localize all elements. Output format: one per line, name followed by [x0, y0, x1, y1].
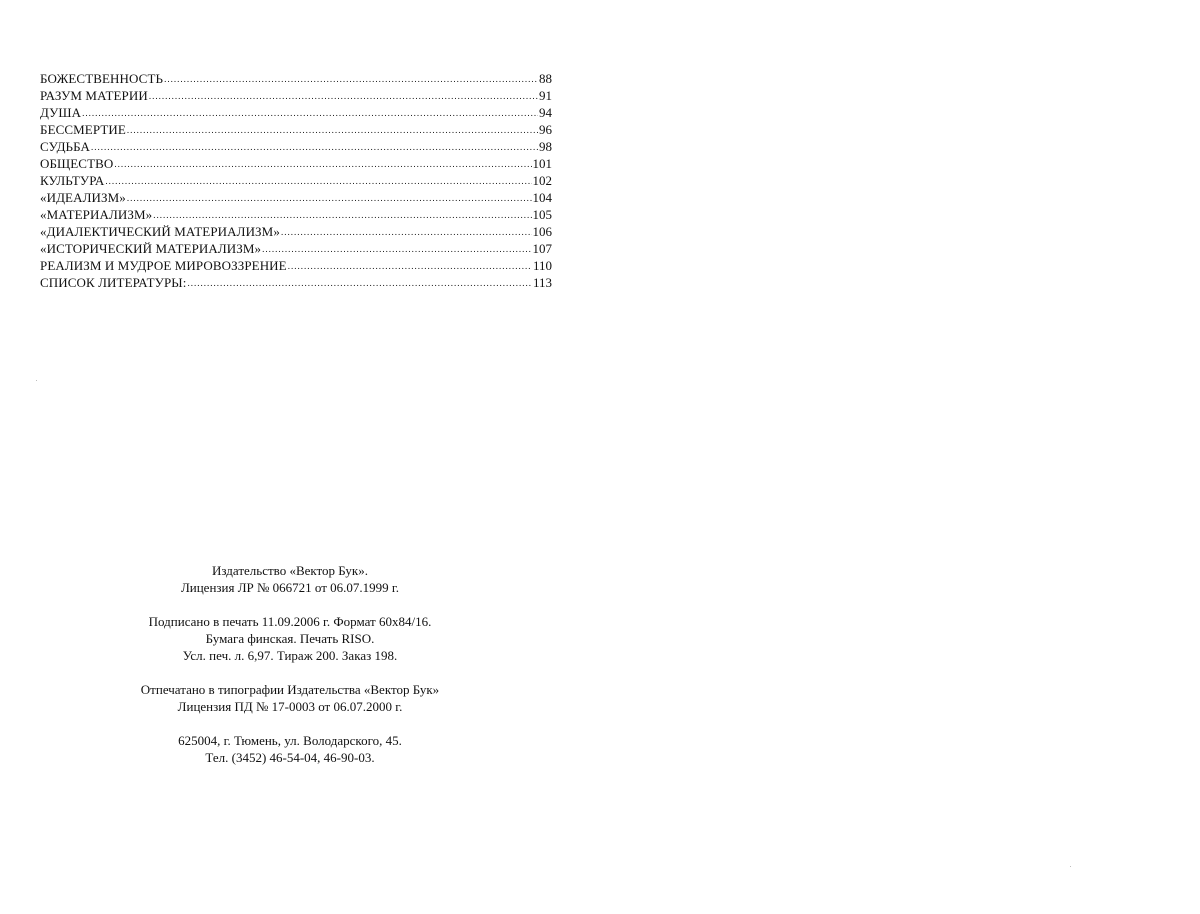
toc-leader-dots — [262, 241, 531, 257]
toc-entry-page: 106 — [532, 224, 552, 239]
scan-speck — [1070, 866, 1071, 867]
toc-entry-page: 98 — [539, 139, 552, 154]
toc-entry — [40, 70, 552, 87]
toc-entry-title: РЕАЛИЗМ И МУДРОЕ МИРОВОЗЗРЕНИЕ — [40, 258, 287, 273]
toc-entry-page: 96 — [539, 122, 552, 137]
toc-entry-title: «ИДЕАЛИЗМ» — [40, 190, 126, 205]
toc-entry-page: 88 — [539, 71, 552, 86]
toc-entry-title: «ИСТОРИЧЕСКИЙ МАТЕРИАЛИЗМ» — [40, 241, 262, 256]
toc-entry-page: 102 — [532, 173, 552, 188]
toc-entry — [40, 104, 552, 121]
toc-entry — [40, 223, 552, 240]
contact-info — [90, 732, 490, 766]
imprint-block — [90, 562, 490, 783]
toc-entry-title: БЕССМЕРТИЕ — [40, 122, 126, 137]
toc-leader-dots — [82, 105, 538, 121]
toc-entry-title: БОЖЕСТВЕННОСТЬ — [40, 71, 164, 86]
toc-entry-page: 94 — [539, 105, 552, 120]
toc-entry-page: 104 — [532, 190, 552, 205]
toc-leader-dots — [127, 122, 538, 138]
paper-and-printing: Бумага финская. Печать RISO. — [205, 631, 375, 646]
toc-leader-dots — [105, 173, 531, 189]
toc-entry-page: 101 — [532, 156, 552, 171]
signed-to-print: Подписано в печать 11.09.2006 г. Формат 60х84/16. — [148, 614, 432, 629]
toc-leader-dots — [281, 224, 532, 240]
toc-leader-dots — [127, 190, 532, 206]
toc-entry-page: 107 — [532, 241, 552, 256]
toc-entry-title: «МАТЕРИАЛИЗМ» — [40, 207, 153, 222]
toc-entry-page: 91 — [539, 88, 552, 103]
toc-entry — [40, 87, 552, 104]
toc-leader-dots — [114, 156, 531, 172]
publisher-name: Издательство «Вектор Бук». — [211, 563, 368, 578]
toc-entry — [40, 155, 552, 172]
printing-house: Отпечатано в типографии Издательства «Вектор Бук» — [140, 682, 440, 697]
toc-entry-title: СПИСОК ЛИТЕРАТУРЫ: — [40, 275, 187, 290]
toc-entry-page: 110 — [532, 258, 552, 273]
toc-leader-dots — [149, 88, 538, 104]
toc-leader-dots — [288, 258, 532, 274]
toc-entry-title: «ДИАЛЕКТИЧЕСКИЙ МАТЕРИАЛИЗМ» — [40, 224, 280, 239]
toc-entry-title: КУЛЬТУРА — [40, 173, 105, 188]
table-of-contents — [40, 70, 552, 291]
toc-leader-dots — [187, 275, 532, 291]
print-details — [90, 613, 490, 664]
toc-entry-page: 105 — [532, 207, 552, 222]
toc-entry — [40, 189, 552, 206]
toc-entry-title: РАЗУМ МАТЕРИИ — [40, 88, 148, 103]
phone-numbers: Тел. (3452) 46-54-04, 46-90-03. — [205, 750, 375, 765]
toc-entry — [40, 206, 552, 223]
printing-house-info — [90, 681, 490, 715]
toc-leader-dots — [91, 139, 538, 155]
printing-house-license: Лицензия ПД № 17-0003 от 06.07.2000 г. — [177, 699, 403, 714]
toc-entry — [40, 121, 552, 138]
toc-entry — [40, 172, 552, 189]
postal-address: 625004, г. Тюмень, ул. Володарского, 45. — [178, 733, 402, 748]
toc-entry-title: ДУША — [40, 105, 82, 120]
toc-entry-page: 113 — [532, 275, 552, 290]
publisher-info — [90, 562, 490, 596]
toc-leader-dots — [164, 71, 538, 87]
toc-entry — [40, 240, 552, 257]
print-volume: Усл. печ. л. 6,97. Тираж 200. Заказ 198. — [182, 648, 398, 663]
toc-entry — [40, 257, 552, 274]
toc-entry — [40, 138, 552, 155]
toc-entry — [40, 274, 552, 291]
toc-entry-title: СУДЬБА — [40, 139, 91, 154]
toc-entry-title: ОБЩЕСТВО — [40, 156, 114, 171]
publisher-license: Лицензия ЛР № 066721 от 06.07.1999 г. — [180, 580, 400, 595]
scan-speck — [36, 380, 37, 381]
toc-leader-dots — [153, 207, 531, 223]
